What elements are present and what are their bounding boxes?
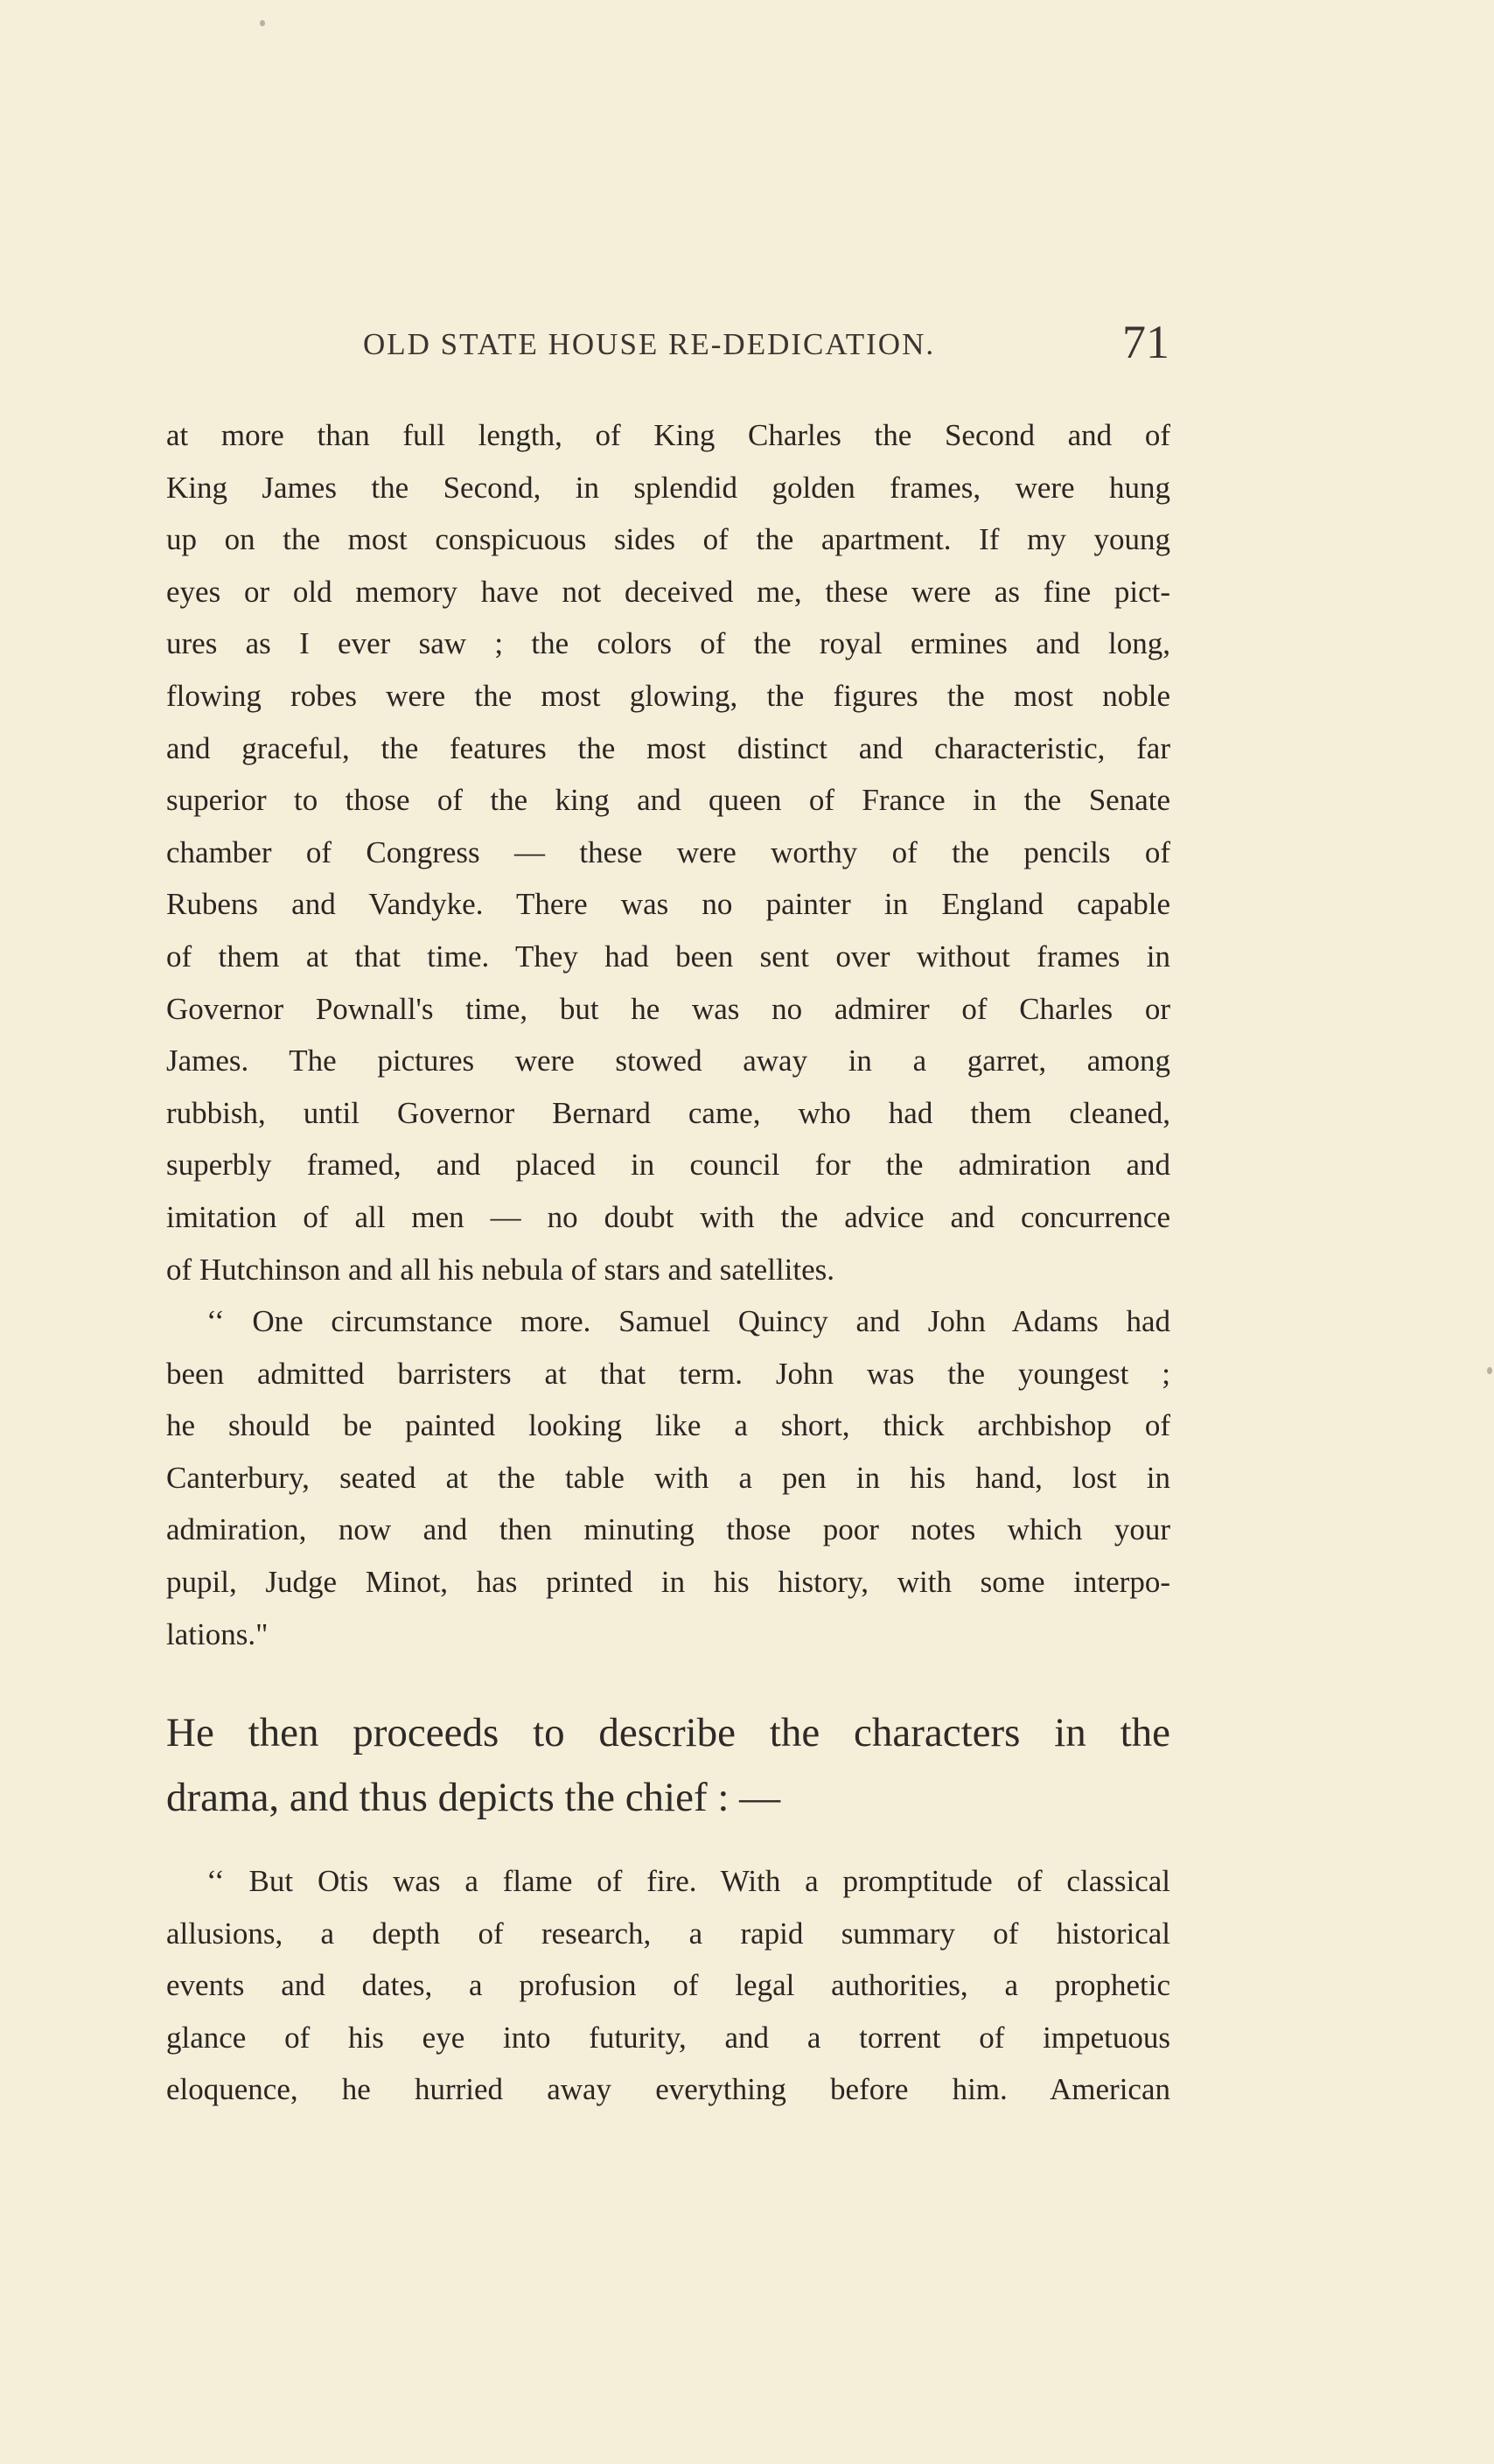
paragraph-1 (166, 409, 1170, 1295)
page-number: 71 (1122, 316, 1169, 368)
text-line: lations." (166, 1616, 269, 1651)
text-line: superbly framed, and placed in council for the admiration and (166, 1148, 1170, 1183)
text-line: flowing robes were the most glowing, the figures the most noble (166, 678, 1170, 713)
text-line: been admitted barristers at that term. John was the youngest ; (166, 1356, 1170, 1391)
body-text (166, 409, 1170, 1660)
text-line: of them at that time. They had been sent over without frames in (166, 939, 1170, 974)
text-line: ‘‘ One circumstance more. Samuel Quincy and John Adams had (206, 1304, 1170, 1339)
text-line: chamber of Congress — these were worthy of the pencils of (166, 834, 1170, 869)
text-line: Canterbury, seated at the table with a pen in his hand, lost in (166, 1460, 1170, 1495)
text-line: Rubens and Vandyke. There was no painter in England capable (166, 887, 1170, 922)
text-line: ‘‘ But Otis was a flame of fire. With a promptitude of classical (206, 1864, 1170, 1898)
text-line: up on the most conspicuous sides of the apartment. If my young (166, 522, 1170, 557)
text-line: allusions, a depth of research, a rapid summary of historical (166, 1916, 1170, 1951)
text-line: eyes or old memory have not deceived me, these were as fine pict- (166, 574, 1170, 609)
text-line: events and dates, a profusion of legal authorities, a prophetic (166, 1968, 1170, 2003)
text-line: he should be painted looking like a short, thick archbishop of (166, 1408, 1170, 1443)
paper-speck (260, 20, 265, 26)
text-line: eloquence, he hurried away everything before him. American (166, 2072, 1170, 2107)
heading-line: He then proceeds to describe the characters in the (166, 1710, 1170, 1756)
paper-speck (1487, 1367, 1492, 1374)
text-line: James. The pictures were stowed away in a garret, among (166, 1044, 1170, 1078)
text-line: ures as I ever saw ; the colors of the royal ermines and long, (166, 626, 1170, 661)
text-line: admiration, now and then minuting those poor notes which your (166, 1512, 1170, 1547)
text-line: glance of his eye into futurity, and a torrent of impetuous (166, 2020, 1170, 2055)
text-line: at more than full length, of King Charles the Second and of (166, 418, 1170, 452)
text-line: and graceful, the features the most distinct and characteristic, far (166, 730, 1170, 765)
paragraph-3 (166, 1855, 1170, 2116)
text-line: superior to those of the king and queen of France in the Senate (166, 783, 1170, 818)
paragraph-2 (166, 1295, 1170, 1660)
text-line: pupil, Judge Minot, has printed in his history, with some interpo- (166, 1565, 1170, 1600)
running-title: OLD STATE HOUSE RE-DEDICATION. (363, 327, 936, 361)
text-line: of Hutchinson and all his nebula of stars and satellites. (166, 1252, 835, 1287)
heading-line: drama, and thus depicts the chief : — (166, 1775, 781, 1820)
running-head (166, 315, 1172, 376)
text-line: King James the Second, in splendid golden frames, were hung (166, 470, 1170, 505)
text-line: imitation of all men — no doubt with the advice and concurrence (166, 1199, 1170, 1234)
text-line: Governor Pownall's time, but he was no admirer of Charles or (166, 991, 1170, 1026)
text-line: rubbish, until Governor Bernard came, who had them cleaned, (166, 1095, 1170, 1130)
section-heading (166, 1700, 1170, 1830)
